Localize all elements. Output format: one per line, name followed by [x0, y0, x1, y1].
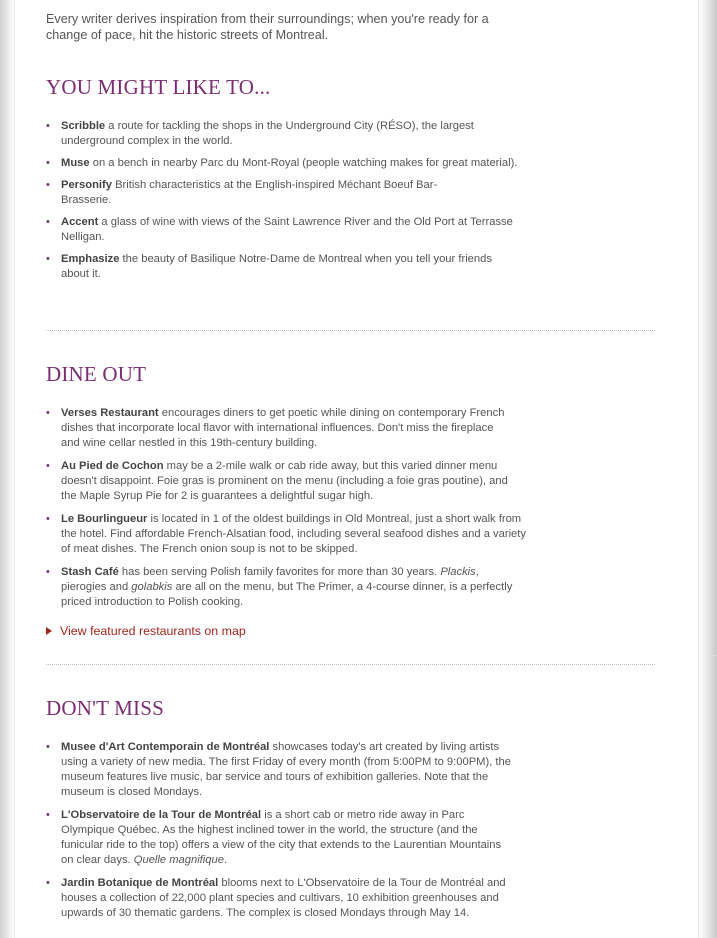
list-item — [46, 808, 516, 868]
bullet-icon: • — [46, 253, 50, 265]
list-item — [46, 119, 518, 149]
item-text: are all on the menu, but The Primer, a 4-course dinner, is a perfectly priced introduction to Polish cooking. — [61, 581, 513, 608]
view-map-link-label: View featured restaurants on map — [60, 624, 246, 638]
item-italic: golabkis — [131, 581, 173, 593]
list-item — [46, 406, 514, 451]
might-like-list — [46, 119, 518, 282]
item-text: is a short cab or metro ride away in Parc Olympique Québec. As the highest inclined tower in the world, the structure (and the funicular ride to the top) offers a view of the city that extends to the Laurentian Mountains on clear days. — [61, 809, 502, 866]
item-text: is located in 1 of the oldest buildings in Old Montreal, just a short walk from the hotel. Find affordable French-Alsatian food, including several seafood dishes and a variety of meat dishes. The French onion soup is not to be skipped. — [61, 513, 526, 555]
item-bold: Personify — [61, 179, 112, 191]
item-text: , pierogies and — [61, 566, 479, 593]
page-shadow-right — [699, 0, 717, 938]
list-item — [46, 876, 523, 921]
item-bold: Au Pied de Cochon — [61, 460, 164, 472]
bullet-icon: • — [46, 179, 50, 191]
bullet-icon: • — [46, 407, 50, 419]
item-bold: Muse — [61, 157, 90, 169]
item-text: showcases today's art created by living artists using a variety of new media. The first Friday of every month (from 5:00PM to 9:00PM), the museum features live music, bar service and tours of exhibition galleries. Note that the museum is closed Mondays. — [61, 741, 511, 798]
item-bold: Scribble — [61, 120, 106, 132]
item-italic: Quelle magnifique — [133, 854, 224, 866]
item-bold: Accent — [61, 216, 99, 228]
item-text: encourages diners to get poetic while dining on contemporary French dishes that incorporate local flavor with international influences. Don't miss the fireplace and wine cellar nestled in this 19th-century building. — [61, 407, 505, 449]
item-italic: Plackis — [440, 566, 476, 578]
page-shadow-left — [0, 0, 14, 938]
dont-miss-list — [46, 740, 516, 921]
item-text: has been serving Polish family favorites for more than 30 years. — [118, 566, 441, 578]
section-divider — [46, 664, 655, 665]
item-bold: Jardin Botanique de Montréal — [61, 877, 219, 889]
item-bold: Stash Café — [61, 566, 119, 578]
item-text: a glass of wine with views of the Saint Lawrence River and the Old Port at Terrasse Nelligan. — [61, 216, 513, 243]
list-item — [46, 565, 514, 610]
item-bold: Verses Restaurant — [61, 407, 159, 419]
bullet-icon: • — [46, 513, 50, 525]
edge-mark — [711, 655, 717, 656]
dine-out-heading: DINE OUT — [46, 362, 147, 386]
might-like-heading: YOU MIGHT LIKE TO... — [46, 75, 271, 99]
item-text: may be a 2-mile walk or cab ride away, but this varied dinner menu doesn't disappoint. Foie gras is prominent on the menu (including a foie gras poutine), and the Maple Syrup Pie for 2 is guarantees a delightful sugar high. — [61, 460, 508, 502]
list-item — [46, 459, 521, 504]
item-text: a route for tackling the shops in the Underground City (RÉSO), the largest underground complex in the world. — [61, 120, 474, 147]
bullet-icon: • — [46, 809, 50, 821]
list-item — [46, 215, 518, 245]
item-text: . — [223, 854, 228, 866]
arrow-right-icon — [46, 627, 52, 635]
item-text: the beauty of Basilique Notre-Dame de Montreal when you tell your friends about it. — [61, 253, 492, 280]
section-divider — [46, 330, 655, 331]
list-item — [46, 740, 516, 800]
item-bold: Musee d'Art Contemporain de Montréal — [61, 741, 270, 753]
dine-out-list — [46, 406, 526, 610]
list-item — [46, 178, 456, 208]
bullet-icon: • — [46, 566, 50, 578]
item-text: blooms next to L'Observatoire de la Tour de Montréal and houses a collection of 22,000 plant species and cultivars, 10 exhibition greenhouses and upwards of 30 thematic gardens. The complex is closed Mondays through May 14. — [61, 877, 506, 919]
item-text: British characteristics at the English-inspired Méchant Boeuf Bar-Brasserie. — [61, 179, 438, 206]
bullet-icon: • — [46, 741, 50, 753]
bullet-icon: • — [46, 877, 50, 889]
dont-miss-heading: DON'T MISS — [46, 696, 165, 720]
item-bold: Le Bourlingueur — [61, 513, 148, 525]
list-item — [46, 252, 501, 282]
intro-paragraph: Every writer derives inspiration from their surroundings; when you're ready for a change of pace, hit the historic streets of Montreal. — [46, 12, 489, 42]
list-item — [46, 156, 518, 171]
item-bold: L'Observatoire de la Tour de Montréal — [61, 809, 262, 821]
bullet-icon: • — [46, 216, 50, 228]
item-bold: Emphasize — [61, 253, 120, 265]
view-map-link[interactable] — [46, 624, 246, 638]
item-text: on a bench in nearby Parc du Mont-Royal (people watching makes for great material). — [89, 157, 518, 169]
list-item — [46, 512, 527, 557]
bullet-icon: • — [46, 460, 50, 472]
bullet-icon: • — [46, 157, 50, 169]
bullet-icon: • — [46, 120, 50, 132]
content-frame-right — [698, 0, 699, 938]
content-frame-left — [14, 0, 15, 938]
